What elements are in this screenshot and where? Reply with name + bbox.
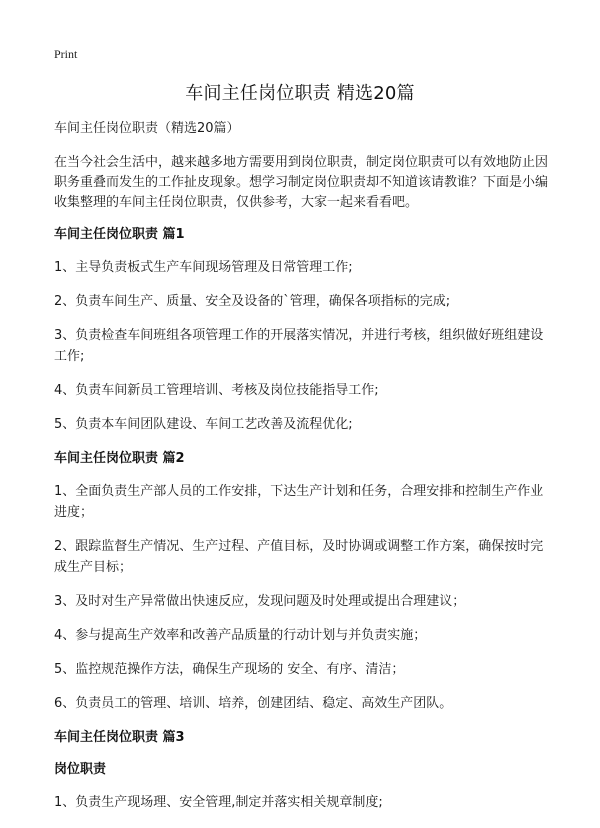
intro-paragraph: 在当今社会生活中，越来越多地方需要用到岗位职责，制定岗位职责可以有效地防止因职务重叠而发生的工作扯皮现象。想学习制定岗位职责却不知道该请教谁？下面是小编收集整理的车间主任岗位职责，仅供参考，大家一起来看看吧。: [54, 155, 549, 210]
print-label[interactable]: Print: [54, 47, 78, 61]
list-item: 3、负责检查车间班组各项管理工作的开展落实情况，并进行考核，组织做好班组建设工作;: [54, 328, 544, 364]
list-item: 4、负责车间新员工管理培训、考核及岗位技能指导工作;: [54, 383, 379, 398]
document-body: [54, 119, 554, 826]
list-item: 1、负责生产现场理、安全管理,制定并落实相关规章制度;: [54, 795, 383, 810]
section-heading: 车间主任岗位职责 篇3: [54, 730, 185, 745]
list-item: 2、跟踪监督生产情况、生产过程、产值目标，及时协调或调整工作方案，确保按时完成生产目标；: [54, 539, 544, 575]
section-heading: 车间主任岗位职责 篇2: [54, 451, 185, 466]
section-1: [54, 225, 554, 435]
document-title: 车间主任岗位职责 精选20篇: [185, 83, 415, 104]
section-3: [54, 728, 554, 813]
list-item: 5、负责本车间团队建设、车间工艺改善及流程优化;: [54, 417, 353, 432]
section-2: [54, 449, 554, 714]
list-item: 6、负责员工的管理、培训、培养，创建团结、稳定、高效生产团队。: [54, 696, 453, 711]
list-item: 1、主导负责板式生产车间现场管理及日常管理工作;: [54, 260, 353, 275]
section-heading: 车间主任岗位职责 篇1: [54, 227, 185, 242]
list-item: 2、负责车间生产、质量、安全及设备的`管理，确保各项指标的完成;: [54, 294, 451, 309]
list-item: 3、及时对生产异常做出快速反应，发现问题及时处理或提出合理建议；: [54, 594, 466, 609]
document-subtitle: 车间主任岗位职责（精选20篇）: [54, 121, 240, 136]
list-item: 5、监控规范操作方法，确保生产现场的 安全、有序、清洁；: [54, 662, 405, 677]
list-item: 4、参与提高生产效率和改善产品质量的行动计划与并负责实施；: [54, 628, 427, 643]
list-item: 1、全面负责生产部人员的工作安排，下达生产计划和任务，合理安排和控制生产作业进度；: [54, 484, 544, 520]
section-subheading: 岗位职责: [54, 762, 107, 777]
